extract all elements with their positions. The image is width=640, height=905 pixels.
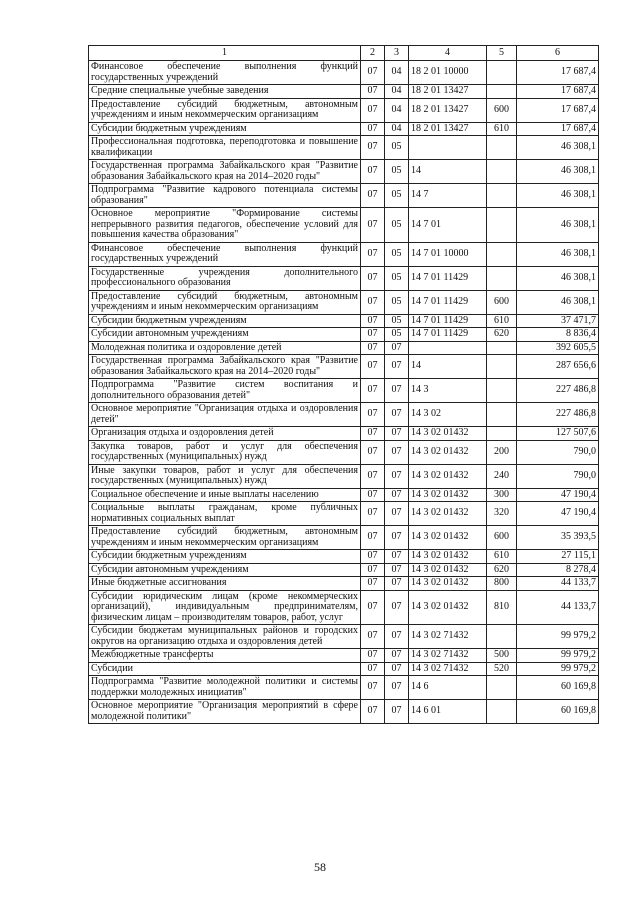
cell-name: Основное мероприятие "Формирование системы непрерывного развития педагогов, обеспечение условий для повышения качества образования" bbox=[89, 208, 361, 243]
table-row bbox=[89, 700, 599, 724]
cell-subsection: 07 bbox=[385, 427, 409, 441]
cell-expense-type bbox=[487, 625, 517, 649]
cell-subsection: 07 bbox=[385, 700, 409, 724]
cell-target-article: 14 3 02 71432 bbox=[409, 662, 487, 676]
cell-target-article: 18 2 01 10000 bbox=[409, 61, 487, 85]
cell-name: Субсидии автономным учреждениям bbox=[89, 328, 361, 342]
table-row bbox=[89, 676, 599, 700]
cell-amount: 17 687,4 bbox=[517, 122, 599, 136]
table-row bbox=[89, 160, 599, 184]
column-header-name: 1 bbox=[89, 46, 361, 61]
cell-expense-type bbox=[487, 266, 517, 290]
cell-name: Государственная программа Забайкальского края "Развитие образования Забайкальского края на 2014–2020 годы" bbox=[89, 160, 361, 184]
budget-sheet bbox=[88, 45, 598, 724]
cell-subsection: 07 bbox=[385, 590, 409, 625]
table-row bbox=[89, 379, 599, 403]
cell-amount: 99 979,2 bbox=[517, 649, 599, 663]
cell-name: Социальное обеспечение и иные выплаты населению bbox=[89, 488, 361, 502]
cell-section: 07 bbox=[361, 427, 385, 441]
cell-expense-type: 600 bbox=[487, 98, 517, 122]
cell-subsection: 07 bbox=[385, 577, 409, 591]
cell-subsection: 05 bbox=[385, 242, 409, 266]
table-row bbox=[89, 184, 599, 208]
cell-amount: 44 133,7 bbox=[517, 590, 599, 625]
cell-expense-type bbox=[487, 61, 517, 85]
cell-section: 07 bbox=[361, 122, 385, 136]
table-row bbox=[89, 488, 599, 502]
cell-section: 07 bbox=[361, 662, 385, 676]
cell-target-article: 14 7 01 11429 bbox=[409, 314, 487, 328]
cell-amount: 46 308,1 bbox=[517, 136, 599, 160]
cell-section: 07 bbox=[361, 208, 385, 243]
cell-name: Предоставление субсидий бюджетным, автономным учреждениям и иным некоммерческим организациям bbox=[89, 98, 361, 122]
table-row bbox=[89, 355, 599, 379]
cell-section: 07 bbox=[361, 379, 385, 403]
cell-section: 07 bbox=[361, 649, 385, 663]
table-row bbox=[89, 136, 599, 160]
cell-subsection: 04 bbox=[385, 85, 409, 99]
cell-name: Подпрограмма "Развитие систем воспитания и дополнительного образования детей" bbox=[89, 379, 361, 403]
cell-expense-type bbox=[487, 85, 517, 99]
cell-section: 07 bbox=[361, 314, 385, 328]
cell-name: Подпрограмма "Развитие кадрового потенциала системы образования" bbox=[89, 184, 361, 208]
cell-target-article: 14 7 01 11429 bbox=[409, 328, 487, 342]
table-row bbox=[89, 440, 599, 464]
cell-target-article: 14 3 02 01432 bbox=[409, 577, 487, 591]
cell-amount: 47 190,4 bbox=[517, 488, 599, 502]
cell-section: 07 bbox=[361, 550, 385, 564]
cell-subsection: 07 bbox=[385, 341, 409, 355]
column-header-section: 2 bbox=[361, 46, 385, 61]
cell-target-article: 14 7 bbox=[409, 184, 487, 208]
column-header-target-article: 4 bbox=[409, 46, 487, 61]
cell-target-article: 14 3 02 01432 bbox=[409, 550, 487, 564]
table-row bbox=[89, 662, 599, 676]
cell-target-article: 14 6 01 bbox=[409, 700, 487, 724]
table-row bbox=[89, 625, 599, 649]
table-row bbox=[89, 526, 599, 550]
cell-amount: 227 486,8 bbox=[517, 379, 599, 403]
cell-subsection: 07 bbox=[385, 662, 409, 676]
cell-section: 07 bbox=[361, 341, 385, 355]
cell-name: Молодежная политика и оздоровление детей bbox=[89, 341, 361, 355]
cell-expense-type: 600 bbox=[487, 526, 517, 550]
cell-subsection: 07 bbox=[385, 676, 409, 700]
cell-subsection: 07 bbox=[385, 502, 409, 526]
cell-section: 07 bbox=[361, 136, 385, 160]
cell-name: Субсидии юридическим лицам (кроме некоммерческих организаций), индивидуальным предпринимателям, физическим лицам – производителям товаров, работ, услуг bbox=[89, 590, 361, 625]
cell-section: 07 bbox=[361, 290, 385, 314]
cell-target-article: 14 3 02 01432 bbox=[409, 502, 487, 526]
cell-subsection: 07 bbox=[385, 649, 409, 663]
cell-name: Субсидии бюджетным учреждениям bbox=[89, 550, 361, 564]
cell-target-article: 14 bbox=[409, 355, 487, 379]
table-row bbox=[89, 590, 599, 625]
cell-expense-type: 610 bbox=[487, 122, 517, 136]
cell-amount: 37 471,7 bbox=[517, 314, 599, 328]
cell-amount: 35 393,5 bbox=[517, 526, 599, 550]
cell-expense-type: 320 bbox=[487, 502, 517, 526]
cell-name: Финансовое обеспечение выполнения функций государственных учреждений bbox=[89, 61, 361, 85]
cell-section: 07 bbox=[361, 160, 385, 184]
cell-target-article: 18 2 01 13427 bbox=[409, 98, 487, 122]
cell-name: Социальные выплаты гражданам, кроме публичных нормативных социальных выплат bbox=[89, 502, 361, 526]
table-row bbox=[89, 85, 599, 99]
cell-section: 07 bbox=[361, 502, 385, 526]
table-row bbox=[89, 122, 599, 136]
table-row bbox=[89, 403, 599, 427]
cell-expense-type bbox=[487, 136, 517, 160]
cell-amount: 17 687,4 bbox=[517, 85, 599, 99]
cell-subsection: 07 bbox=[385, 440, 409, 464]
cell-name: Профессиональная подготовка, переподготовка и повышение квалификации bbox=[89, 136, 361, 160]
cell-section: 07 bbox=[361, 526, 385, 550]
cell-amount: 8 278,4 bbox=[517, 563, 599, 577]
cell-expense-type: 500 bbox=[487, 649, 517, 663]
cell-name: Закупка товаров, работ и услуг для обеспечения государственных (муниципальных) нужд bbox=[89, 440, 361, 464]
cell-amount: 790,0 bbox=[517, 464, 599, 488]
cell-expense-type bbox=[487, 700, 517, 724]
cell-name: Субсидии автономным учреждениям bbox=[89, 563, 361, 577]
cell-section: 07 bbox=[361, 355, 385, 379]
cell-amount: 99 979,2 bbox=[517, 662, 599, 676]
cell-target-article: 14 3 02 71432 bbox=[409, 649, 487, 663]
cell-target-article: 14 7 01 10000 bbox=[409, 242, 487, 266]
cell-target-article: 14 3 bbox=[409, 379, 487, 403]
cell-expense-type: 200 bbox=[487, 440, 517, 464]
cell-expense-type bbox=[487, 341, 517, 355]
cell-target-article: 14 bbox=[409, 160, 487, 184]
column-number-row bbox=[89, 46, 599, 61]
cell-name: Организация отдыха и оздоровления детей bbox=[89, 427, 361, 441]
cell-name: Подпрограмма "Развитие молодежной политики и системы поддержки молодежных инициатив" bbox=[89, 676, 361, 700]
cell-subsection: 04 bbox=[385, 61, 409, 85]
table-body bbox=[89, 61, 599, 724]
table-row bbox=[89, 98, 599, 122]
cell-section: 07 bbox=[361, 464, 385, 488]
table-row bbox=[89, 427, 599, 441]
page-number: 58 bbox=[314, 860, 326, 874]
cell-amount: 790,0 bbox=[517, 440, 599, 464]
cell-amount: 17 687,4 bbox=[517, 61, 599, 85]
cell-section: 07 bbox=[361, 577, 385, 591]
cell-amount: 46 308,1 bbox=[517, 266, 599, 290]
cell-expense-type bbox=[487, 184, 517, 208]
cell-expense-type bbox=[487, 676, 517, 700]
cell-expense-type: 610 bbox=[487, 550, 517, 564]
cell-target-article: 14 3 02 01432 bbox=[409, 563, 487, 577]
cell-name: Предоставление субсидий бюджетным, автономным учреждениям и иным некоммерческим организациям bbox=[89, 290, 361, 314]
cell-expense-type: 810 bbox=[487, 590, 517, 625]
cell-amount: 46 308,1 bbox=[517, 184, 599, 208]
table-row bbox=[89, 208, 599, 243]
cell-target-article bbox=[409, 136, 487, 160]
cell-section: 07 bbox=[361, 563, 385, 577]
cell-subsection: 05 bbox=[385, 314, 409, 328]
cell-section: 07 bbox=[361, 488, 385, 502]
cell-expense-type: 620 bbox=[487, 328, 517, 342]
cell-target-article: 14 3 02 01432 bbox=[409, 440, 487, 464]
cell-subsection: 07 bbox=[385, 403, 409, 427]
cell-amount: 392 605,5 bbox=[517, 341, 599, 355]
table-row bbox=[89, 314, 599, 328]
cell-subsection: 05 bbox=[385, 160, 409, 184]
cell-target-article: 14 3 02 bbox=[409, 403, 487, 427]
cell-expense-type bbox=[487, 379, 517, 403]
cell-amount: 227 486,8 bbox=[517, 403, 599, 427]
cell-name: Основное мероприятие "Организация отдыха и оздоровления детей" bbox=[89, 403, 361, 427]
cell-section: 07 bbox=[361, 700, 385, 724]
cell-target-article: 18 2 01 13427 bbox=[409, 122, 487, 136]
cell-amount: 287 656,6 bbox=[517, 355, 599, 379]
cell-expense-type: 800 bbox=[487, 577, 517, 591]
cell-section: 07 bbox=[361, 590, 385, 625]
cell-name: Иные бюджетные ассигнования bbox=[89, 577, 361, 591]
table-row bbox=[89, 649, 599, 663]
cell-target-article: 14 3 02 71432 bbox=[409, 625, 487, 649]
cell-target-article: 14 3 02 01432 bbox=[409, 427, 487, 441]
cell-section: 07 bbox=[361, 184, 385, 208]
cell-amount: 17 687,4 bbox=[517, 98, 599, 122]
cell-amount: 27 115,1 bbox=[517, 550, 599, 564]
cell-subsection: 07 bbox=[385, 563, 409, 577]
cell-name: Предоставление субсидий бюджетным, автономным учреждениям и иным некоммерческим организациям bbox=[89, 526, 361, 550]
cell-expense-type: 300 bbox=[487, 488, 517, 502]
cell-subsection: 05 bbox=[385, 208, 409, 243]
table-row bbox=[89, 266, 599, 290]
cell-section: 07 bbox=[361, 403, 385, 427]
cell-name: Основное мероприятие "Организация мероприятий в сфере молодежной политики" bbox=[89, 700, 361, 724]
cell-expense-type: 620 bbox=[487, 563, 517, 577]
cell-subsection: 07 bbox=[385, 355, 409, 379]
cell-amount: 127 507,6 bbox=[517, 427, 599, 441]
cell-amount: 46 308,1 bbox=[517, 208, 599, 243]
cell-section: 07 bbox=[361, 676, 385, 700]
cell-expense-type: 240 bbox=[487, 464, 517, 488]
cell-section: 07 bbox=[361, 266, 385, 290]
cell-expense-type: 520 bbox=[487, 662, 517, 676]
cell-section: 07 bbox=[361, 440, 385, 464]
cell-name: Субсидии бюджетам муниципальных районов и городских округов на организацию отдыха и оздоровления детей bbox=[89, 625, 361, 649]
cell-subsection: 05 bbox=[385, 328, 409, 342]
cell-subsection: 07 bbox=[385, 526, 409, 550]
table-row bbox=[89, 61, 599, 85]
cell-expense-type bbox=[487, 208, 517, 243]
cell-expense-type bbox=[487, 242, 517, 266]
cell-target-article: 14 6 bbox=[409, 676, 487, 700]
cell-amount: 60 169,8 bbox=[517, 700, 599, 724]
table-row bbox=[89, 328, 599, 342]
cell-target-article: 14 3 02 01432 bbox=[409, 526, 487, 550]
cell-section: 07 bbox=[361, 328, 385, 342]
cell-target-article: 14 3 02 01432 bbox=[409, 488, 487, 502]
cell-subsection: 07 bbox=[385, 625, 409, 649]
table-row bbox=[89, 563, 599, 577]
cell-name: Межбюджетные трансферты bbox=[89, 649, 361, 663]
cell-expense-type bbox=[487, 160, 517, 184]
cell-target-article: 14 7 01 bbox=[409, 208, 487, 243]
table-row bbox=[89, 502, 599, 526]
cell-target-article bbox=[409, 341, 487, 355]
cell-amount: 44 133,7 bbox=[517, 577, 599, 591]
cell-subsection: 05 bbox=[385, 266, 409, 290]
cell-target-article: 14 7 01 11429 bbox=[409, 266, 487, 290]
cell-amount: 99 979,2 bbox=[517, 625, 599, 649]
cell-expense-type bbox=[487, 427, 517, 441]
cell-section: 07 bbox=[361, 98, 385, 122]
table-row bbox=[89, 290, 599, 314]
cell-expense-type bbox=[487, 403, 517, 427]
cell-target-article: 14 7 01 11429 bbox=[409, 290, 487, 314]
cell-name: Субсидии бюджетным учреждениям bbox=[89, 314, 361, 328]
cell-expense-type: 600 bbox=[487, 290, 517, 314]
cell-name: Субсидии бюджетным учреждениям bbox=[89, 122, 361, 136]
table-row bbox=[89, 550, 599, 564]
table-row bbox=[89, 577, 599, 591]
column-header-amount: 6 bbox=[517, 46, 599, 61]
table-row bbox=[89, 464, 599, 488]
cell-subsection: 07 bbox=[385, 464, 409, 488]
cell-expense-type bbox=[487, 355, 517, 379]
cell-amount: 8 836,4 bbox=[517, 328, 599, 342]
table-row bbox=[89, 242, 599, 266]
cell-subsection: 04 bbox=[385, 98, 409, 122]
cell-name: Средние специальные учебные заведения bbox=[89, 85, 361, 99]
cell-name: Субсидии bbox=[89, 662, 361, 676]
cell-subsection: 05 bbox=[385, 290, 409, 314]
cell-section: 07 bbox=[361, 85, 385, 99]
cell-target-article: 18 2 01 13427 bbox=[409, 85, 487, 99]
cell-subsection: 07 bbox=[385, 488, 409, 502]
cell-amount: 60 169,8 bbox=[517, 676, 599, 700]
table-row bbox=[89, 341, 599, 355]
cell-section: 07 bbox=[361, 61, 385, 85]
cell-expense-type: 610 bbox=[487, 314, 517, 328]
cell-section: 07 bbox=[361, 242, 385, 266]
cell-name: Иные закупки товаров, работ и услуг для обеспечения государственных (муниципальных) нужд bbox=[89, 464, 361, 488]
column-header-expense-type: 5 bbox=[487, 46, 517, 61]
cell-section: 07 bbox=[361, 625, 385, 649]
cell-target-article: 14 3 02 01432 bbox=[409, 590, 487, 625]
cell-amount: 46 308,1 bbox=[517, 160, 599, 184]
cell-subsection: 04 bbox=[385, 122, 409, 136]
cell-name: Государственные учреждения дополнительного профессионального образования bbox=[89, 266, 361, 290]
cell-subsection: 05 bbox=[385, 184, 409, 208]
cell-name: Государственная программа Забайкальского края "Развитие образования Забайкальского края на 2014–2020 годы" bbox=[89, 355, 361, 379]
column-header-subsection: 3 bbox=[385, 46, 409, 61]
budget-table bbox=[88, 45, 599, 724]
cell-subsection: 05 bbox=[385, 136, 409, 160]
cell-subsection: 07 bbox=[385, 550, 409, 564]
cell-subsection: 07 bbox=[385, 379, 409, 403]
cell-amount: 46 308,1 bbox=[517, 242, 599, 266]
cell-amount: 46 308,1 bbox=[517, 290, 599, 314]
cell-amount: 47 190,4 bbox=[517, 502, 599, 526]
cell-target-article: 14 3 02 01432 bbox=[409, 464, 487, 488]
cell-name: Финансовое обеспечение выполнения функций государственных учреждений bbox=[89, 242, 361, 266]
